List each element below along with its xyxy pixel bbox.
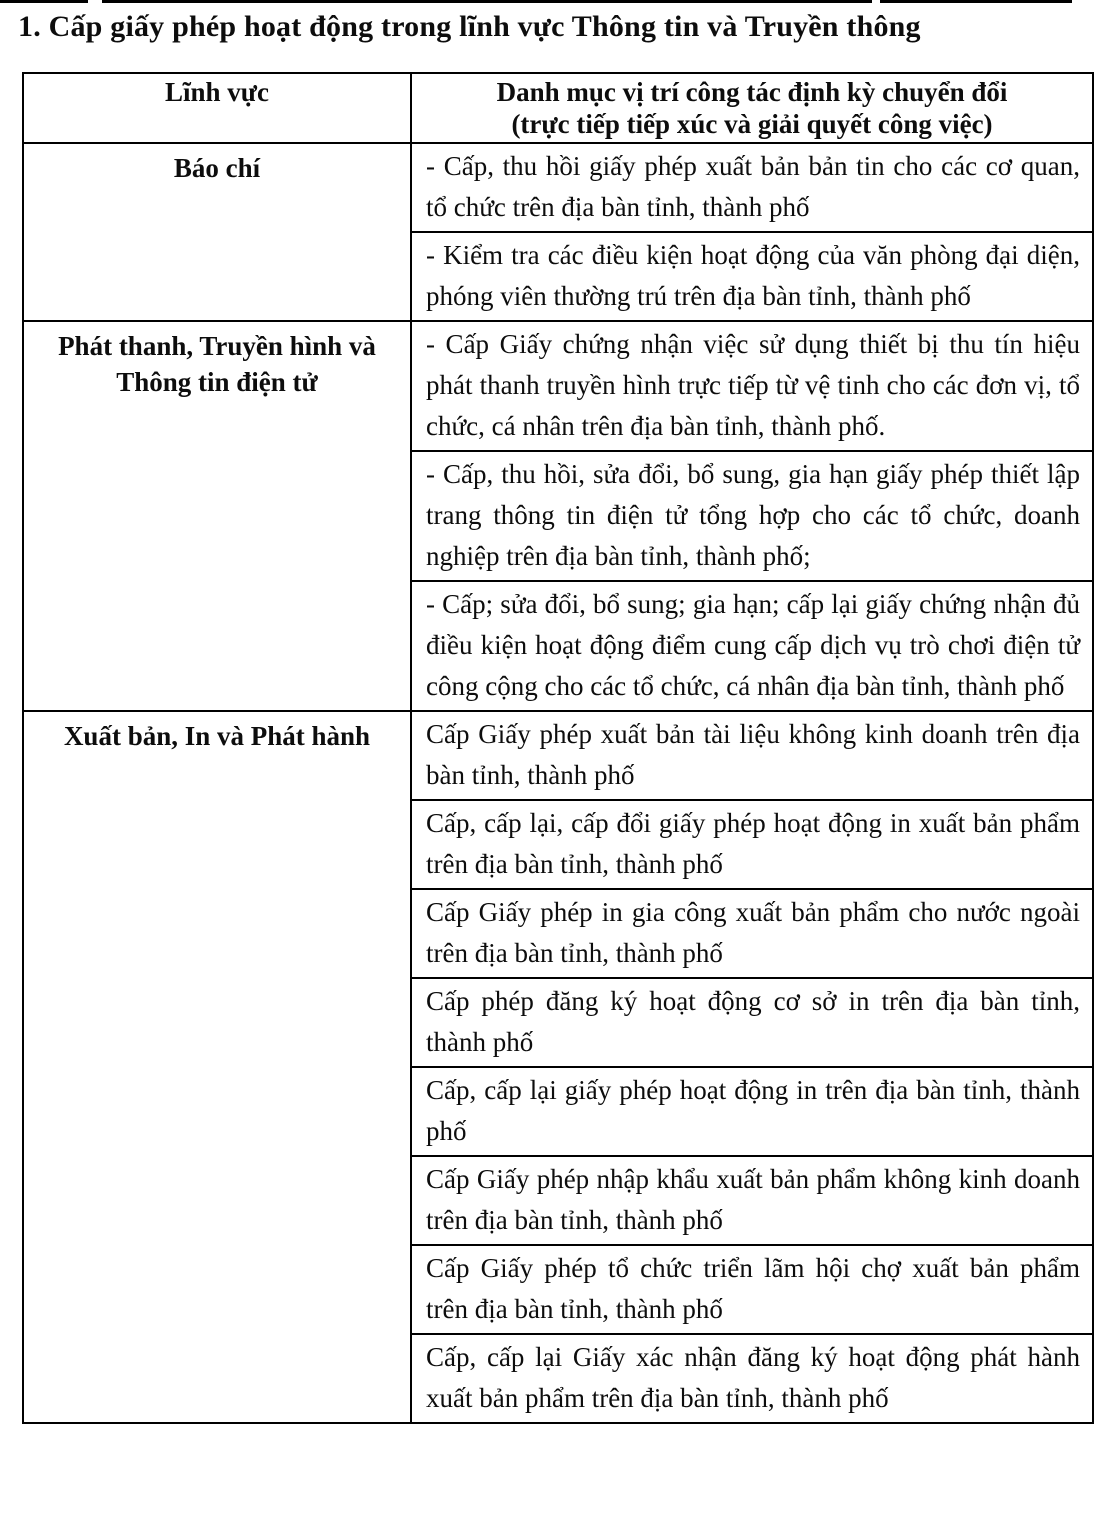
item-cell: Cấp Giấy phép tổ chức triển lãm hội chợ xuất bản phẩm trên địa bàn tỉnh, thành phố	[411, 1245, 1093, 1334]
item-cell: Cấp Giấy phép in gia công xuất bản phẩm cho nước ngoài trên địa bàn tỉnh, thành phố	[411, 889, 1093, 978]
transfer-positions-table	[22, 72, 1094, 1424]
item-cell: Cấp phép đăng ký hoạt động cơ sở in trên địa bàn tỉnh, thành phố	[411, 978, 1093, 1067]
item-cell: - Cấp, thu hồi, sửa đổi, bổ sung, gia hạn giấy phép thiết lập trang thông tin điện tử tổng hợp cho các tổ chức, doanh nghiệp trên địa bàn tỉnh, thành phố;	[411, 451, 1093, 581]
header-list-column	[411, 73, 1093, 143]
item-cell: Cấp Giấy phép xuất bản tài liệu không kinh doanh trên địa bàn tỉnh, thành phố	[411, 711, 1093, 800]
item-cell: Cấp Giấy phép nhập khẩu xuất bản phẩm không kinh doanh trên địa bàn tỉnh, thành phố	[411, 1156, 1093, 1245]
item-cell: - Cấp, thu hồi giấy phép xuất bản bản tin cho các cơ quan, tổ chức trên địa bàn tỉnh, thành phố	[411, 143, 1093, 232]
item-cell: - Cấp Giấy chứng nhận việc sử dụng thiết bị thu tín hiệu phát thanh truyền hình trực tiếp từ vệ tinh cho các đơn vị, tổ chức, cá nhân trên địa bàn tỉnh, thành phố.	[411, 321, 1093, 451]
scan-edge-artifact	[0, 0, 1072, 3]
header-field-column: Lĩnh vực	[23, 73, 411, 143]
table-header-row	[23, 73, 1093, 143]
table-row	[23, 321, 1093, 451]
field-cell-xuat-ban: Xuất bản, In và Phát hành	[23, 711, 411, 1423]
item-cell: Cấp, cấp lại Giấy xác nhận đăng ký hoạt động phát hành xuất bản phẩm trên địa bàn tỉnh, thành phố	[411, 1334, 1093, 1423]
header-list-column-line2: (trực tiếp tiếp xúc và giải quyết công việc)	[511, 109, 993, 139]
item-cell: - Kiểm tra các điều kiện hoạt động của văn phòng đại diện, phóng viên thường trú trên địa bàn tỉnh, thành phố	[411, 232, 1093, 321]
header-list-column-line1: Danh mục vị trí công tác định kỳ chuyển đổi	[496, 77, 1008, 107]
item-cell: - Cấp; sửa đổi, bổ sung; gia hạn; cấp lại giấy chứng nhận đủ điều kiện hoạt động điểm cung cấp dịch vụ trò chơi điện tử công cộng cho các tổ chức, cá nhân địa bàn tỉnh, thành phố	[411, 581, 1093, 711]
field-cell-bao-chi: Báo chí	[23, 143, 411, 321]
table-row	[23, 143, 1093, 232]
item-cell: Cấp, cấp lại, cấp đổi giấy phép hoạt động in xuất bản phẩm trên địa bàn tỉnh, thành phố	[411, 800, 1093, 889]
table-row	[23, 711, 1093, 800]
page-title: 1. Cấp giấy phép hoạt động trong lĩnh vực Thông tin và Truyền thông	[18, 10, 921, 43]
field-cell-phat-thanh: Phát thanh, Truyền hình và Thông tin điện tử	[23, 321, 411, 711]
item-cell: Cấp, cấp lại giấy phép hoạt động in trên địa bàn tỉnh, thành phố	[411, 1067, 1093, 1156]
